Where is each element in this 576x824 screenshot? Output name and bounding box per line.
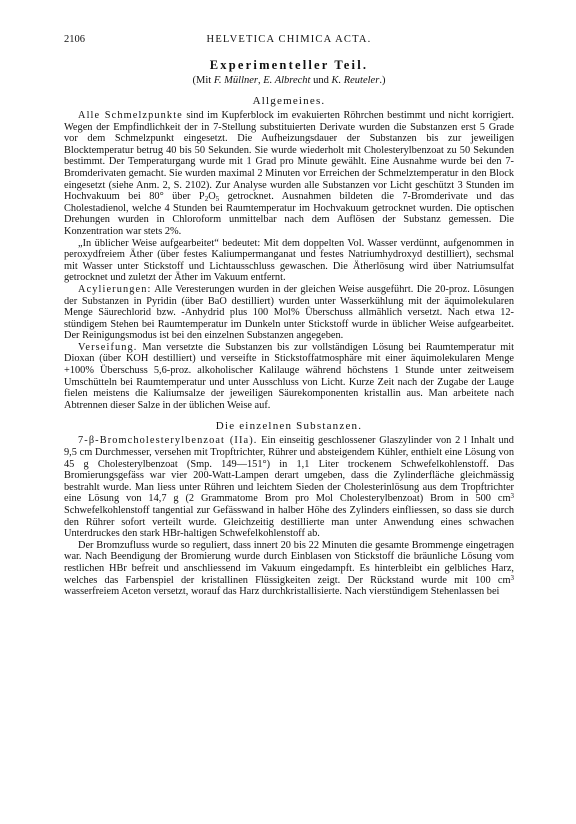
- author-name: F. Müllner: [213, 75, 258, 86]
- subheading-einzelne-substanzen: Die einzelnen Substanzen.: [215, 420, 363, 433]
- paragraph-lead: Acylierungen:: [78, 283, 152, 295]
- paragraph-aufarbeitung: „In üblicher Weise aufgearbeitet“ bedeutet: Mit dem doppelten Vol. Wasser verdünnt, aufgenommen in peroxydfreiem Äther (über festes Kaliumpermanganat und festes Natriumhydroxyd destilliert), sechsmal mit Wasser unter Stickstoff und Lichtausschluss gewaschen. Die Ätherlösung wird über Natriumsulfat getrocknet und zuletzt der Äther im Vakuum entfernt.: [64, 237, 514, 284]
- section-title: Experimenteller Teil.: [209, 58, 369, 72]
- paragraph-bromcholesterylbenzoat: 7-β-Bromcholesterylbenzoat (IIa). Ein einseitig geschlossener Glaszylinder von 2 l Inhalt und 9,5 cm Durchmesser, versehen mit Tropftrichter, Rührer und absteigendem Kühler, enthielt eine Lösung von 45 g Cholesterylbenzoat (Smp. 149—151°) in 1,1 Liter trockenem Schwefelkohlenstoff. Das Bromierungsgefäss war vier 200-Watt-Lampen derart umgeben, dass die Zylinderfläche gleichmässig bestrahlt wurde. Man liess unter Rühren und leichtem Sieden der Cholesterinlösung aus dem Tropftrichter eine Lösung von 14,7 g (2 Grammatome Brom pro Mol Cholesterylbenzoat) Brom in 500 $cm^3$ Schwefelkohlenstoff tangential zur Gefässwand in halber Höhe des Zylinders einfliessen, so dass sie durch den Rührer sofort verteilt wurde. Gleichzeitig destillierte man unter Anwendung eines schwachen Unterdruckes den stark HBr-haltigen Schwefelkohlenstoff ab.: [64, 435, 514, 540]
- paragraph-bromzufluss: Der Bromzufluss wurde so reguliert, dass innert 20 bis 22 Minuten die gesamte Brommenge eingetragen war. Nach Beendigung der Bromierung wurde durch Einblasen von Stickstoff die bräunliche Lösung vom restlichen HBr befreit und anschliessend im Vakuum eingedampft. Es hinterbleibt ein gelbliches Harz, welches das Farbenspiel der kristallinen Flüssigkeiten zeigt. Der Rückstand wurde mit 100 $cm^3$ wasserfreiem Aceton versetzt, worauf das Harz durchkristallisierte. Nach vierstündigem Stehenlassen bei: [64, 539, 514, 598]
- paragraph-verseifung: Verseifung. Man versetzte die Substanzen bis zur vollständigen Lösung bei Raumtemperatur mit Dioxan (über KOH destilliert) und verseifte in Stickstoffatmosphäre mit einer äquimolekularen Menge +100% Überschuss 5,6-proz. alkoholischer Kalilauge während höchstens 1 Stunde unter zeitweisem Umschütteln bei Raumtemperatur und unter Ausschluss von Licht. Kurze Zeit nach der Zugabe der Lauge fielen meistens die Kaliumsalze der jeweiligen Säurekomponenten kristallin aus. Man arbeitete nach Abtrennen dieser Salze in der üblichen Weise auf.: [64, 341, 514, 411]
- authors-line: (Mit F. Müllner, E. Albrecht und K. Reuteler.): [192, 75, 386, 86]
- subheading-allgemeines: Allgemeines.: [252, 95, 326, 107]
- running-header: [64, 34, 514, 48]
- page-number: 2106: [64, 34, 85, 45]
- author-name: K. Reuteler: [331, 75, 380, 86]
- paragraph-acylierungen: Acylierungen: Alle Veresterungen wurden in der gleichen Weise ausgeführt. Die 20-proz. Lösungen der Substanzen in Pyridin (über BaO destilliert) wurden unter Wasserkühlung mit der äquimolekularen Menge Säurechlorid bzw. -Anhydrid plus 100 Mol% Überschuss allmählich versetzt. Nach etwa 12-stündigem Stehen bei Raumtemperatur im Dunkeln unter Stickstoff wurde in üblicher Weise aufgearbeitet. Der Reinigungsmodus ist bei den einzelnen Substanzen angegeben.: [64, 283, 514, 342]
- paragraph-lead: Verseifung.: [78, 341, 138, 353]
- paragraph-schmelzpunkte: Alle Schmelzpunkte sind im Kupferblock im evakuierten Röhrchen bestimmt und nicht korrigiert. Wegen der Empfindlichkeit der in 7-Stellung substituierten Derivate wurden die Substanzen erst 5 Grade vor dem Schmelzpunkt eingesetzt. Die Aufheizungsdauer der Substanzen bis zur jeweiligen Blocktemperatur betrug 40 bis 50 Sekunden. Sie wurde wiederholt mit Cholesterylbenzoat zu 50 Sekunden bestimmt. Der Temperaturgang wurde mit 1 Grad pro Minute gewählt. Eine Ausnahme wurde bei den 7-Bromderivaten gemacht. Sie wurden maximal 2 Minuten vor Erreichen der Schmelztemperatur in den Block eingesetzt (siehe Anm. 2, S. 2102). Zur Analyse wurden alle Substanzen vor Licht geschützt 3 Stunden im Hochvakuum bei 80° über $P_2O_5$ getrocknet. Ausnahmen bildeten die 7-Bromderivate und das Cholestadienol, welche 4 Stunden bei Raumtemperatur im Hochvakuum getrocknet wurden. Die optischen Drehungen wurden in Chloroform unmittelbar nach dem Auflösen der Substanz gemessen. Die Konzentration war stets 2%.: [64, 110, 514, 237]
- author-name: E. Albrecht: [263, 75, 311, 86]
- journal-title: HELVETICA CHIMICA ACTA.: [206, 34, 372, 45]
- paragraph-lead: 7-β-Bromcholesterylbenzoat (IIa).: [78, 435, 258, 447]
- paragraph-lead: Alle Schmelzpunkte: [78, 110, 183, 121]
- page: [64, 34, 514, 598]
